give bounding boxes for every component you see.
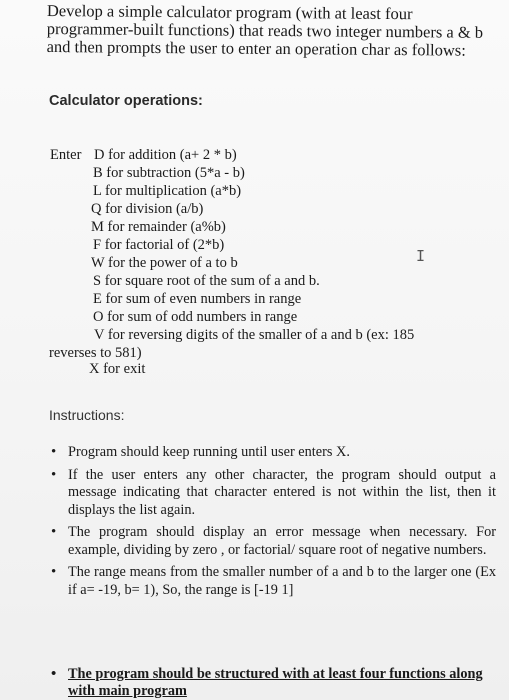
list-item: [48, 564, 496, 599]
calculator-operations-heading: Calculator operations:: [49, 93, 203, 109]
bullet-icon: •: [51, 466, 57, 483]
structure-requirement-text: The program should be structured with at least four functions along with main program: [68, 666, 483, 699]
instruction-text: Program should keep running until user enters X.: [68, 444, 350, 460]
intro-line: Develop a simple calculator program (with at least four: [46, 1, 413, 24]
bullet-icon: •: [51, 564, 57, 580]
operation-item: W for the power of a to b: [91, 255, 238, 271]
instruction-text: The range means from the smaller number of a and b to the larger one (Ex if a= -19, b= 1), So, the range is [-19 1]: [68, 564, 496, 598]
operation-item: E for sum of even numbers in range: [93, 291, 302, 307]
operation-item: D for addition (a+ 2 * b): [94, 147, 237, 163]
intro-paragraph: [47, 2, 502, 60]
intro-line: and then prompts the user to enter an operation char as follows:: [46, 36, 466, 60]
list-item: [48, 467, 496, 520]
operation-item: V for reversing digits of the smaller of a and b (ex: 185: [94, 327, 415, 343]
intro-line: programmer-built functions) that reads two integer numbers a & b: [46, 18, 484, 42]
list-item: [48, 444, 496, 462]
operation-item: S for square root of the sum of a and b.: [93, 273, 320, 289]
structure-requirement-note: [48, 666, 496, 700]
bullet-icon: •: [51, 666, 57, 682]
text-cursor-icon: I: [416, 247, 426, 265]
bullet-icon: •: [51, 524, 57, 540]
operation-item: M for remainder (a%b): [91, 219, 226, 235]
operation-item: F for factorial of (2*b): [93, 237, 225, 253]
instruction-text: If the user enters any other character, the program should output a message indicating that character entered is not within the list, then it displays the list again.: [68, 466, 496, 518]
menu-line-addition: [50, 146, 237, 164]
list-item: [48, 524, 496, 559]
operation-item: O for sum of odd numbers in range: [93, 309, 298, 325]
enter-label: Enter: [50, 147, 82, 163]
instructions-list: [48, 444, 496, 604]
instruction-text: The program should display an error message when necessary. For example, dividing by zero , or factorial/ square root of negative numbers.: [68, 524, 496, 558]
operation-item: L for multiplication (a*b): [93, 183, 242, 199]
operation-item-continuation: reverses to 581): [49, 345, 142, 361]
operation-item: Q for division (a/b): [91, 201, 204, 217]
instructions-heading: Instructions:: [49, 407, 125, 423]
bullet-icon: •: [51, 444, 57, 460]
operation-item: B for subtraction (5*a - b): [93, 165, 245, 181]
operation-item: X for exit: [89, 361, 146, 377]
